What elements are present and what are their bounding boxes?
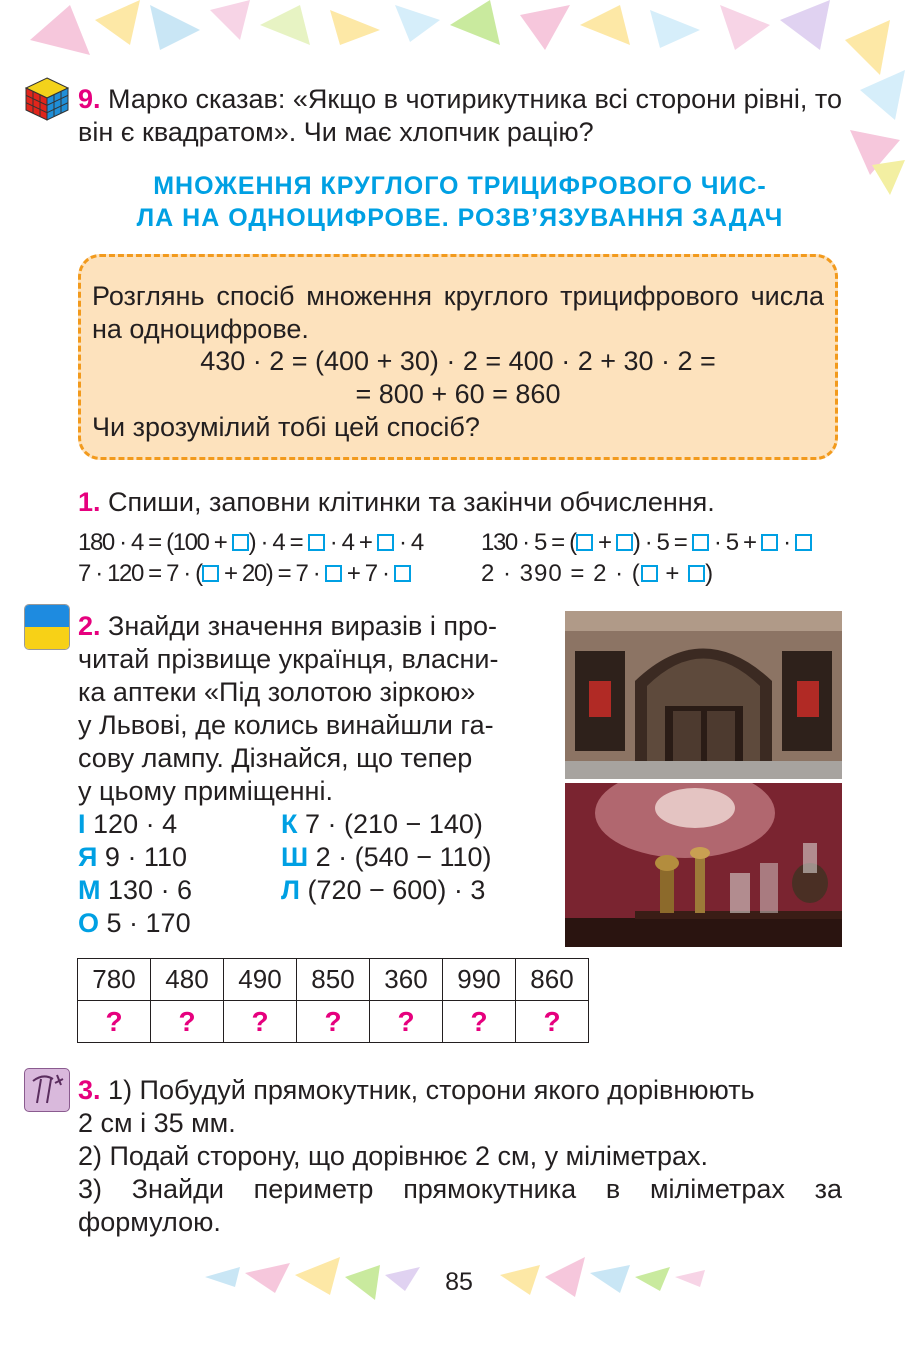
task-2-line: Знайди значення виразів і про- bbox=[108, 611, 497, 641]
task-1-expression-1 bbox=[78, 526, 423, 560]
expr-part: · 4 + bbox=[324, 529, 377, 556]
table-cell-answer[interactable]: ? bbox=[443, 1001, 516, 1043]
expression-letter: Я bbox=[78, 842, 98, 872]
expression-row bbox=[281, 808, 492, 841]
table-cell-value: 860 bbox=[516, 959, 589, 1001]
task-3-line: формулою. bbox=[78, 1207, 221, 1237]
task-3-line: 3) Знайди периметр прямокутника в міліметрах за bbox=[78, 1174, 842, 1204]
table-cell-value: 490 bbox=[224, 959, 297, 1001]
blank-cell[interactable] bbox=[377, 534, 394, 551]
expression-row bbox=[78, 841, 192, 874]
expression: 2 · (540 − 110) bbox=[315, 842, 492, 872]
table-cell-value: 780 bbox=[78, 959, 151, 1001]
section-title-line-2: ЛА НА ОДНОЦИФРОВЕ. РОЗВ’ЯЗУВАННЯ ЗАДАЧ bbox=[136, 204, 784, 232]
expression: (720 − 600) · 3 bbox=[307, 875, 486, 905]
pharmacy-facade-photo bbox=[565, 611, 842, 779]
page-number: 85 bbox=[445, 1268, 473, 1296]
task-9-number: 9. bbox=[78, 84, 101, 114]
blank-cell[interactable] bbox=[576, 534, 593, 551]
expression-letter: М bbox=[78, 875, 101, 905]
blank-cell[interactable] bbox=[616, 534, 633, 551]
expression-letter: О bbox=[78, 908, 100, 938]
task-2-line: ка аптеки «Під золотою зіркою» bbox=[78, 677, 476, 707]
expression: 130 · 6 bbox=[108, 875, 193, 905]
expression: 9 · 110 bbox=[104, 842, 187, 872]
table-cell-value: 480 bbox=[151, 959, 224, 1001]
blank-cell[interactable] bbox=[761, 534, 778, 551]
rule-formula-line-2: = 800 + 60 = 860 bbox=[355, 379, 561, 409]
expr-part: 2 · 390 = 2 · ( bbox=[481, 560, 641, 587]
expr-part: · bbox=[777, 529, 796, 556]
rule-formula-line-1: 430 · 2 = (400 + 30) · 2 = 400 · 2 + 30 · 2 = bbox=[200, 346, 716, 376]
expression-letter: Ш bbox=[281, 842, 309, 872]
expr-part: 7 · 120 = 7 · ( bbox=[78, 560, 202, 587]
task-2-line: у цьому приміщенні. bbox=[78, 776, 333, 806]
task-1-expression-4 bbox=[481, 557, 714, 591]
expr-part: · 5 + bbox=[708, 529, 761, 556]
blank-cell[interactable] bbox=[202, 565, 219, 582]
task-2-number: 2. bbox=[78, 611, 101, 641]
expression-letter: І bbox=[78, 809, 86, 839]
expression-row bbox=[281, 841, 492, 874]
expr-part: ) · 4 = bbox=[248, 529, 308, 556]
table-cell-value: 360 bbox=[370, 959, 443, 1001]
task-9-text: Марко сказав: «Якщо в чотирикутника всі сторони рівні, то він є квадратом». Чи має хлопчик рацію? bbox=[78, 84, 842, 147]
expression: 120 · 4 bbox=[93, 809, 178, 839]
task-1-text: Спиши, заповни клітинки та закінчи обчислення. bbox=[108, 487, 715, 517]
task-3-line: 2 см і 35 мм. bbox=[78, 1108, 236, 1138]
task-3 bbox=[78, 1074, 842, 1239]
expr-part: + bbox=[592, 529, 616, 556]
expression-row bbox=[78, 808, 192, 841]
blank-cell[interactable] bbox=[688, 565, 705, 582]
expression-row bbox=[78, 874, 192, 907]
table-cell-answer[interactable]: ? bbox=[297, 1001, 370, 1043]
expression: 7 · (210 − 140) bbox=[305, 809, 483, 839]
table-cell-value: 850 bbox=[297, 959, 370, 1001]
task-3-number: 3. bbox=[78, 1075, 101, 1105]
expr-part: ) bbox=[705, 560, 715, 587]
table-row bbox=[78, 1001, 589, 1043]
expr-part: 130 · 5 = ( bbox=[481, 529, 576, 556]
table-cell-answer[interactable]: ? bbox=[151, 1001, 224, 1043]
expression: 5 · 170 bbox=[106, 908, 191, 938]
rubiks-cube-icon bbox=[24, 76, 70, 122]
table-cell-answer[interactable]: ? bbox=[516, 1001, 589, 1043]
section-title bbox=[60, 170, 860, 234]
task-3-line: 2) Подай сторону, що дорівнює 2 см, у міліметрах. bbox=[78, 1141, 708, 1171]
expr-part: + bbox=[657, 560, 689, 587]
expression-row bbox=[78, 907, 192, 940]
expression-letter: Л bbox=[281, 875, 300, 905]
expression-row bbox=[281, 874, 492, 907]
blank-cell[interactable] bbox=[325, 565, 342, 582]
expr-part: 180 · 4 = (100 + bbox=[78, 529, 232, 556]
blank-cell[interactable] bbox=[692, 534, 709, 551]
task-1 bbox=[78, 486, 842, 519]
blank-cell[interactable] bbox=[795, 534, 812, 551]
kerosene-lamps-photo bbox=[565, 783, 842, 947]
task-2-line: читай прізвище українця, власни- bbox=[78, 644, 499, 674]
rule-intro: Розглянь спосіб множення круглого трицифрового числа на одноцифрове. bbox=[92, 281, 824, 344]
expr-part: · 4 bbox=[393, 529, 423, 556]
expression-letter: К bbox=[281, 809, 298, 839]
blank-cell[interactable] bbox=[394, 565, 411, 582]
task-1-expression-3 bbox=[78, 557, 411, 591]
expressions-right bbox=[281, 808, 492, 907]
table-row bbox=[78, 959, 589, 1001]
ukraine-flag-icon bbox=[24, 604, 70, 650]
task-2-text bbox=[78, 610, 544, 808]
task-2-line: сову лампу. Дізнайся, що тепер bbox=[78, 743, 473, 773]
expressions-left bbox=[78, 808, 192, 940]
rule-question: Чи зрозумілий тобі цей спосіб? bbox=[92, 412, 480, 442]
expr-part: + 20) = 7 · bbox=[218, 560, 325, 587]
table-cell-value: 990 bbox=[443, 959, 516, 1001]
task-1-number: 1. bbox=[78, 487, 101, 517]
table-cell-answer[interactable]: ? bbox=[224, 1001, 297, 1043]
blank-cell[interactable] bbox=[308, 534, 325, 551]
table-cell-answer[interactable]: ? bbox=[370, 1001, 443, 1043]
expr-part: + 7 · bbox=[341, 560, 394, 587]
blank-cell[interactable] bbox=[641, 565, 658, 582]
expr-part: ) · 5 = bbox=[632, 529, 692, 556]
blank-cell[interactable] bbox=[232, 534, 249, 551]
task-3-line: 1) Побудуй прямокутник, сторони якого дорівнюють bbox=[108, 1075, 755, 1105]
task-9 bbox=[78, 83, 842, 149]
task-1-expression-2 bbox=[481, 526, 812, 560]
task-2-line: у Львові, де колись винайшли га- bbox=[78, 710, 494, 740]
table-cell-answer[interactable]: ? bbox=[78, 1001, 151, 1043]
geometry-icon bbox=[24, 1068, 70, 1112]
section-title-line-1: МНОЖЕННЯ КРУГЛОГО ТРИЦИФРОВОГО ЧИС- bbox=[153, 172, 767, 200]
answer-table bbox=[77, 958, 589, 1043]
